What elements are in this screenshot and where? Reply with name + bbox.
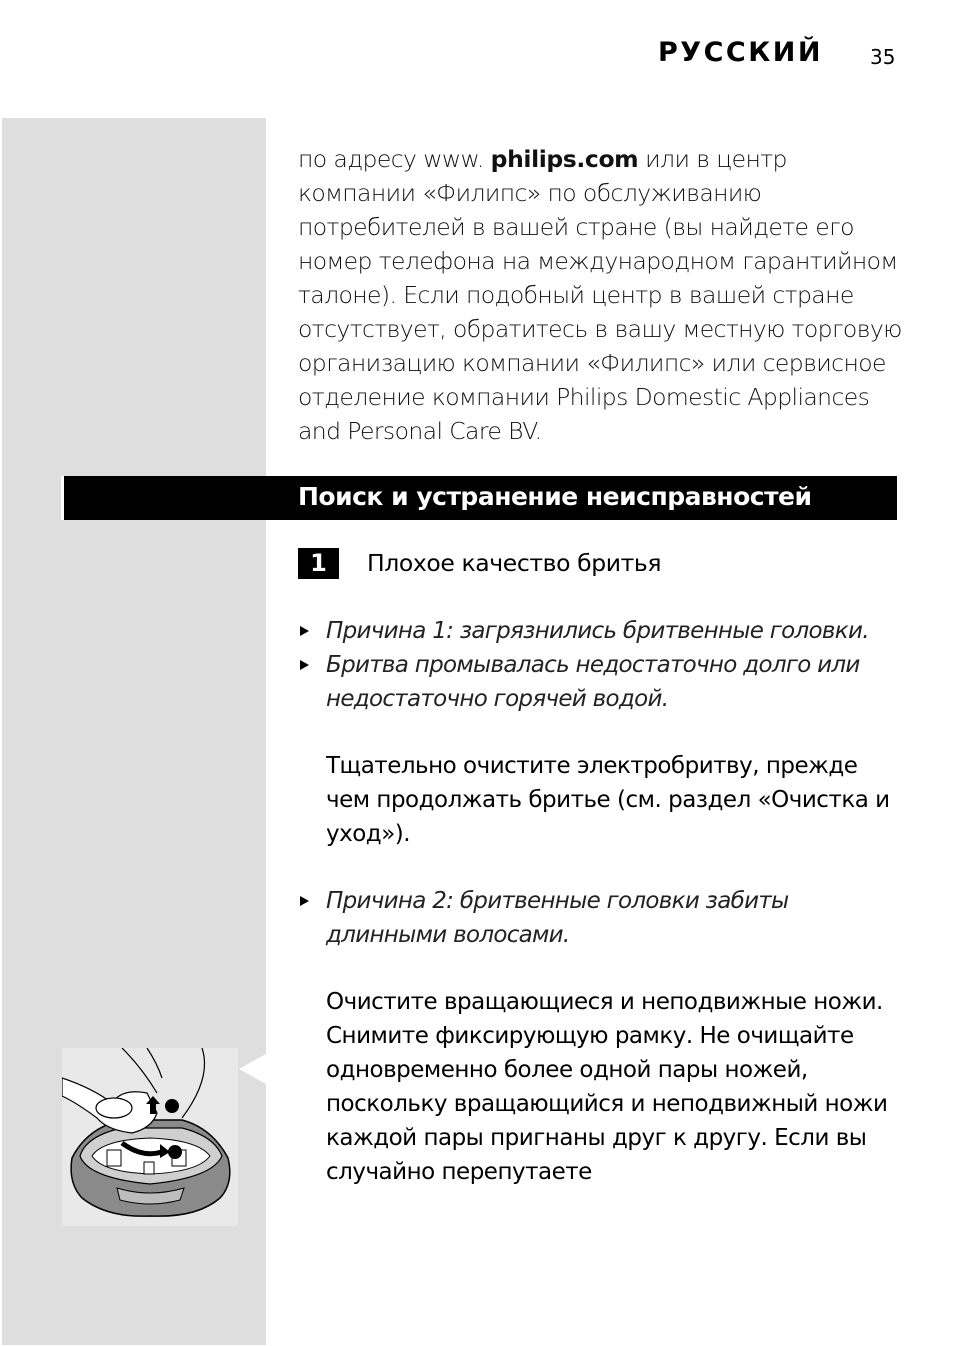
intro-paragraph bbox=[298, 142, 908, 448]
cause-text: Бритва промывалась недостаточно долго или недостаточно горячей водой. bbox=[326, 652, 860, 712]
cause-text: Причина 1: загрязнились бритвенные головки. bbox=[326, 618, 869, 644]
intro-prefix: по адресу www. bbox=[298, 145, 491, 173]
triangle-bullet-icon bbox=[300, 626, 309, 636]
cause-text: Причина 2: бритвенные головки забиты длинными волосами. bbox=[326, 888, 789, 948]
cause-list-2 bbox=[298, 884, 908, 952]
solution-2-line1: Очистите вращающиеся и неподвижные ножи. bbox=[326, 989, 883, 1015]
solution-1: Тщательно очистите электробритву, прежде чем продолжать бритье (см. раздел «Очистка и уход»). bbox=[326, 753, 890, 847]
solution-2-line2: Снимите фиксирующую рамку. Не очищайте одновременно более одной пары ножей, поскольку вращающийся и неподвижный ножи каждой пары пригнаны друг к другу. Если вы случайно перепутаете bbox=[326, 1023, 888, 1185]
cause-list-1 bbox=[298, 614, 908, 716]
problem-number-badge: 1 bbox=[298, 548, 339, 579]
intro-suffix: или в центр компании «Филипс» по обслуживанию потребителей в вашей стране (вы найдете его номер телефона на международном гарантийном талоне). Если подобный центр в вашей стране отсутствует, обратитесь в вашу местную торговую организацию компании «Филипс» или сервисное отделение компании Philips Domestic Appliances and Personal Care BV. bbox=[298, 145, 902, 445]
triangle-bullet-icon bbox=[300, 660, 309, 670]
section-title: Поиск и устранение неисправностей bbox=[298, 482, 812, 511]
list-item bbox=[298, 648, 908, 716]
problem-title: Плохое качество бритья bbox=[367, 549, 662, 577]
website-link[interactable]: philips.com bbox=[490, 145, 639, 173]
language-heading: РУССКИЙ bbox=[658, 37, 823, 68]
solution-2 bbox=[326, 985, 906, 1189]
shaver-icon bbox=[62, 1048, 238, 1226]
list-item bbox=[298, 884, 908, 952]
shaver-cleaning-illustration bbox=[62, 1048, 238, 1226]
page-number: 35 bbox=[870, 45, 896, 69]
triangle-bullet-icon bbox=[300, 896, 309, 906]
list-item bbox=[298, 614, 908, 648]
figure-pointer-arrow bbox=[239, 1054, 266, 1084]
